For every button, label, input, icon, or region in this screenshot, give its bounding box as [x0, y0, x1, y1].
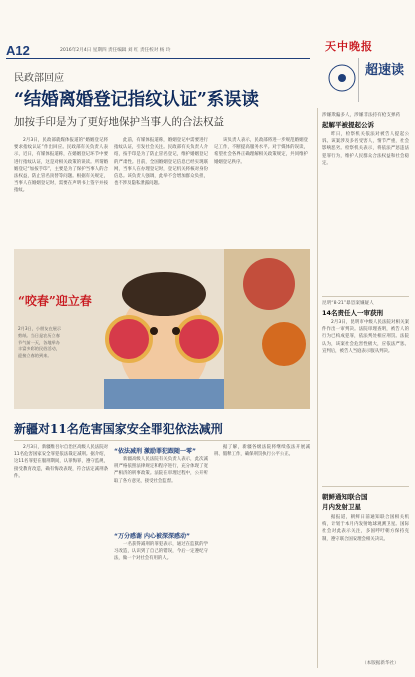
side-story-2-body: 2月3日，昆明市中级人民法院对相关案件作出一审判决。法院审理查明，被告人的行为已构成犯罪，依法判处相应刑罚。法院认为，该案社会危害性极大，应依法严惩。宣判后，被告人当庭表示服从判决。	[322, 320, 409, 354]
second-column-3: 一名获得减刑的罪犯表示，通过在监狱的学习改造，认识到了自己的错误，今后一定遵纪守法，做一个对社会有用的人。	[114, 542, 208, 562]
side-divider	[317, 108, 318, 668]
lead-column-1: 2月3日，民政部就媒体报道的“婚姻登记将要求指纹认证”作出回应。民政部有关负责人表示，近日，有媒体报道称，在婚姻登记环节中要进行指纹认证，这是对相关政策的误读。所谓婚姻登记“加按手印”，主要是为了保护当事人的合法权益，防止冒名顶替等问题。根据有关规定，当事人在婚姻登记时，需要在声明书上签字并按指纹。	[14, 138, 108, 194]
lead-headline: “结婚离婚登记指纹认证”系误读	[14, 90, 259, 110]
header-rule	[6, 58, 310, 59]
second-column-4: 据了解，新疆各级法院将继续依法开展减刑、假释工作，确保刑罚执行公平公正。	[214, 445, 310, 458]
lead-column-3: 该负责人表示，民政部将进一步规范婚姻登记工作，不断提高服务水平。对于媒体的误读，希望社会各界正确理解相关政策规定，共同维护婚姻登记秩序。	[214, 138, 308, 165]
second-headline: 新疆对11名危害国家安全罪犯依法减刑	[14, 422, 223, 436]
second-rule	[14, 440, 310, 441]
masthead-emblem	[322, 58, 362, 98]
second-subhead-1: “依法减刑 激励罪犯跟随一零”	[114, 448, 196, 455]
side-story-1-headline: 起解平被提起公诉	[322, 121, 374, 129]
side-story-3-headline: 朝鲜通知联合国	[322, 493, 368, 501]
side-rule-1	[322, 296, 409, 297]
lead-kicker: 民政部回应	[14, 73, 64, 84]
dateline: 2016年2月4日 星期四 责任编辑 刘 红 责任校对 杨 玲	[60, 48, 171, 53]
side-story-1-body: 昨日，检察机关依法对被告人提起公诉。该案涉及多名受害人，情节严重，社会影响恶劣。检察机关表示，将依法严惩违法犯罪行为，维护人民群众合法权益和社会稳定。	[322, 132, 409, 166]
section-label-box	[358, 58, 410, 102]
page-number: A12	[6, 43, 30, 58]
masthead-logo: 天中晚报	[325, 40, 373, 53]
side-story-2-kicker: 昆明“8·21”暴恐案嫌疑人	[322, 301, 374, 306]
side-story-1-kicker: 涉嫌欺骗多人，涉嫌非法持有枪支弹药	[322, 113, 401, 118]
photo-title: “咬春”迎立春	[18, 294, 92, 308]
second-column-2: 新疆高级人民法院有关负责人表示，此次减刑严格依照法律规定和程序进行，充分体现了宽严相济的刑事政策。法院在审理过程中，公开听取了各方意见，接受社会监督。	[114, 457, 208, 484]
side-rule-2	[322, 486, 409, 487]
side-story-3-headline-2: 月内发射卫星	[322, 503, 361, 511]
side-story-3-body: 据报道，朝鲜日前通知联合国相关机构，计划于本月内发射地球观测卫星。国际社会对此表示关注，多国呼吁朝方保持克制，遵守联合国安理会相关决议。	[322, 515, 409, 542]
second-subhead-2: “万分感谢 内心被深深感动”	[114, 533, 190, 540]
lead-column-2: 此前，有媒体报道称，婚姻登记中需要进行指纹认证，引发社会关注。民政部有关负责人介绍，按手印是为了防止冒名登记，维护婚姻登记的严肃性。目前，全国婚姻登记信息已经实现联网，当事人在办理登记时，登记机关将核对身份信息。该负责人强调，此举不会增加群众负担，也不涉及隐私泄露问题。	[114, 138, 208, 187]
source-note: （本版据新华社）	[362, 661, 399, 666]
lead-subhead: 加按手印是为了更好地保护当事人的合法权益	[14, 116, 224, 128]
section-label: 超速读	[364, 63, 404, 78]
emblem-icon	[322, 58, 362, 98]
second-column-1: 2月3日，新疆维吾尔自治区高级人民法院对11名危害国家安全罪犯依法裁定减刑。据介绍，这11名罪犯在服刑期间，认罪悔罪，遵守监规，接受教育改造，确有悔改表现，符合法定减刑条件。	[14, 445, 108, 479]
side-story-2-headline: 14名责任人一审获刑	[322, 309, 384, 317]
masthead	[325, 38, 409, 56]
photo-caption: 2月3日，小朋友在展示剪纸。当日是农历立春节气前一天，各地举办丰富多彩的民俗活动，迎接立春的到来。	[18, 326, 62, 359]
